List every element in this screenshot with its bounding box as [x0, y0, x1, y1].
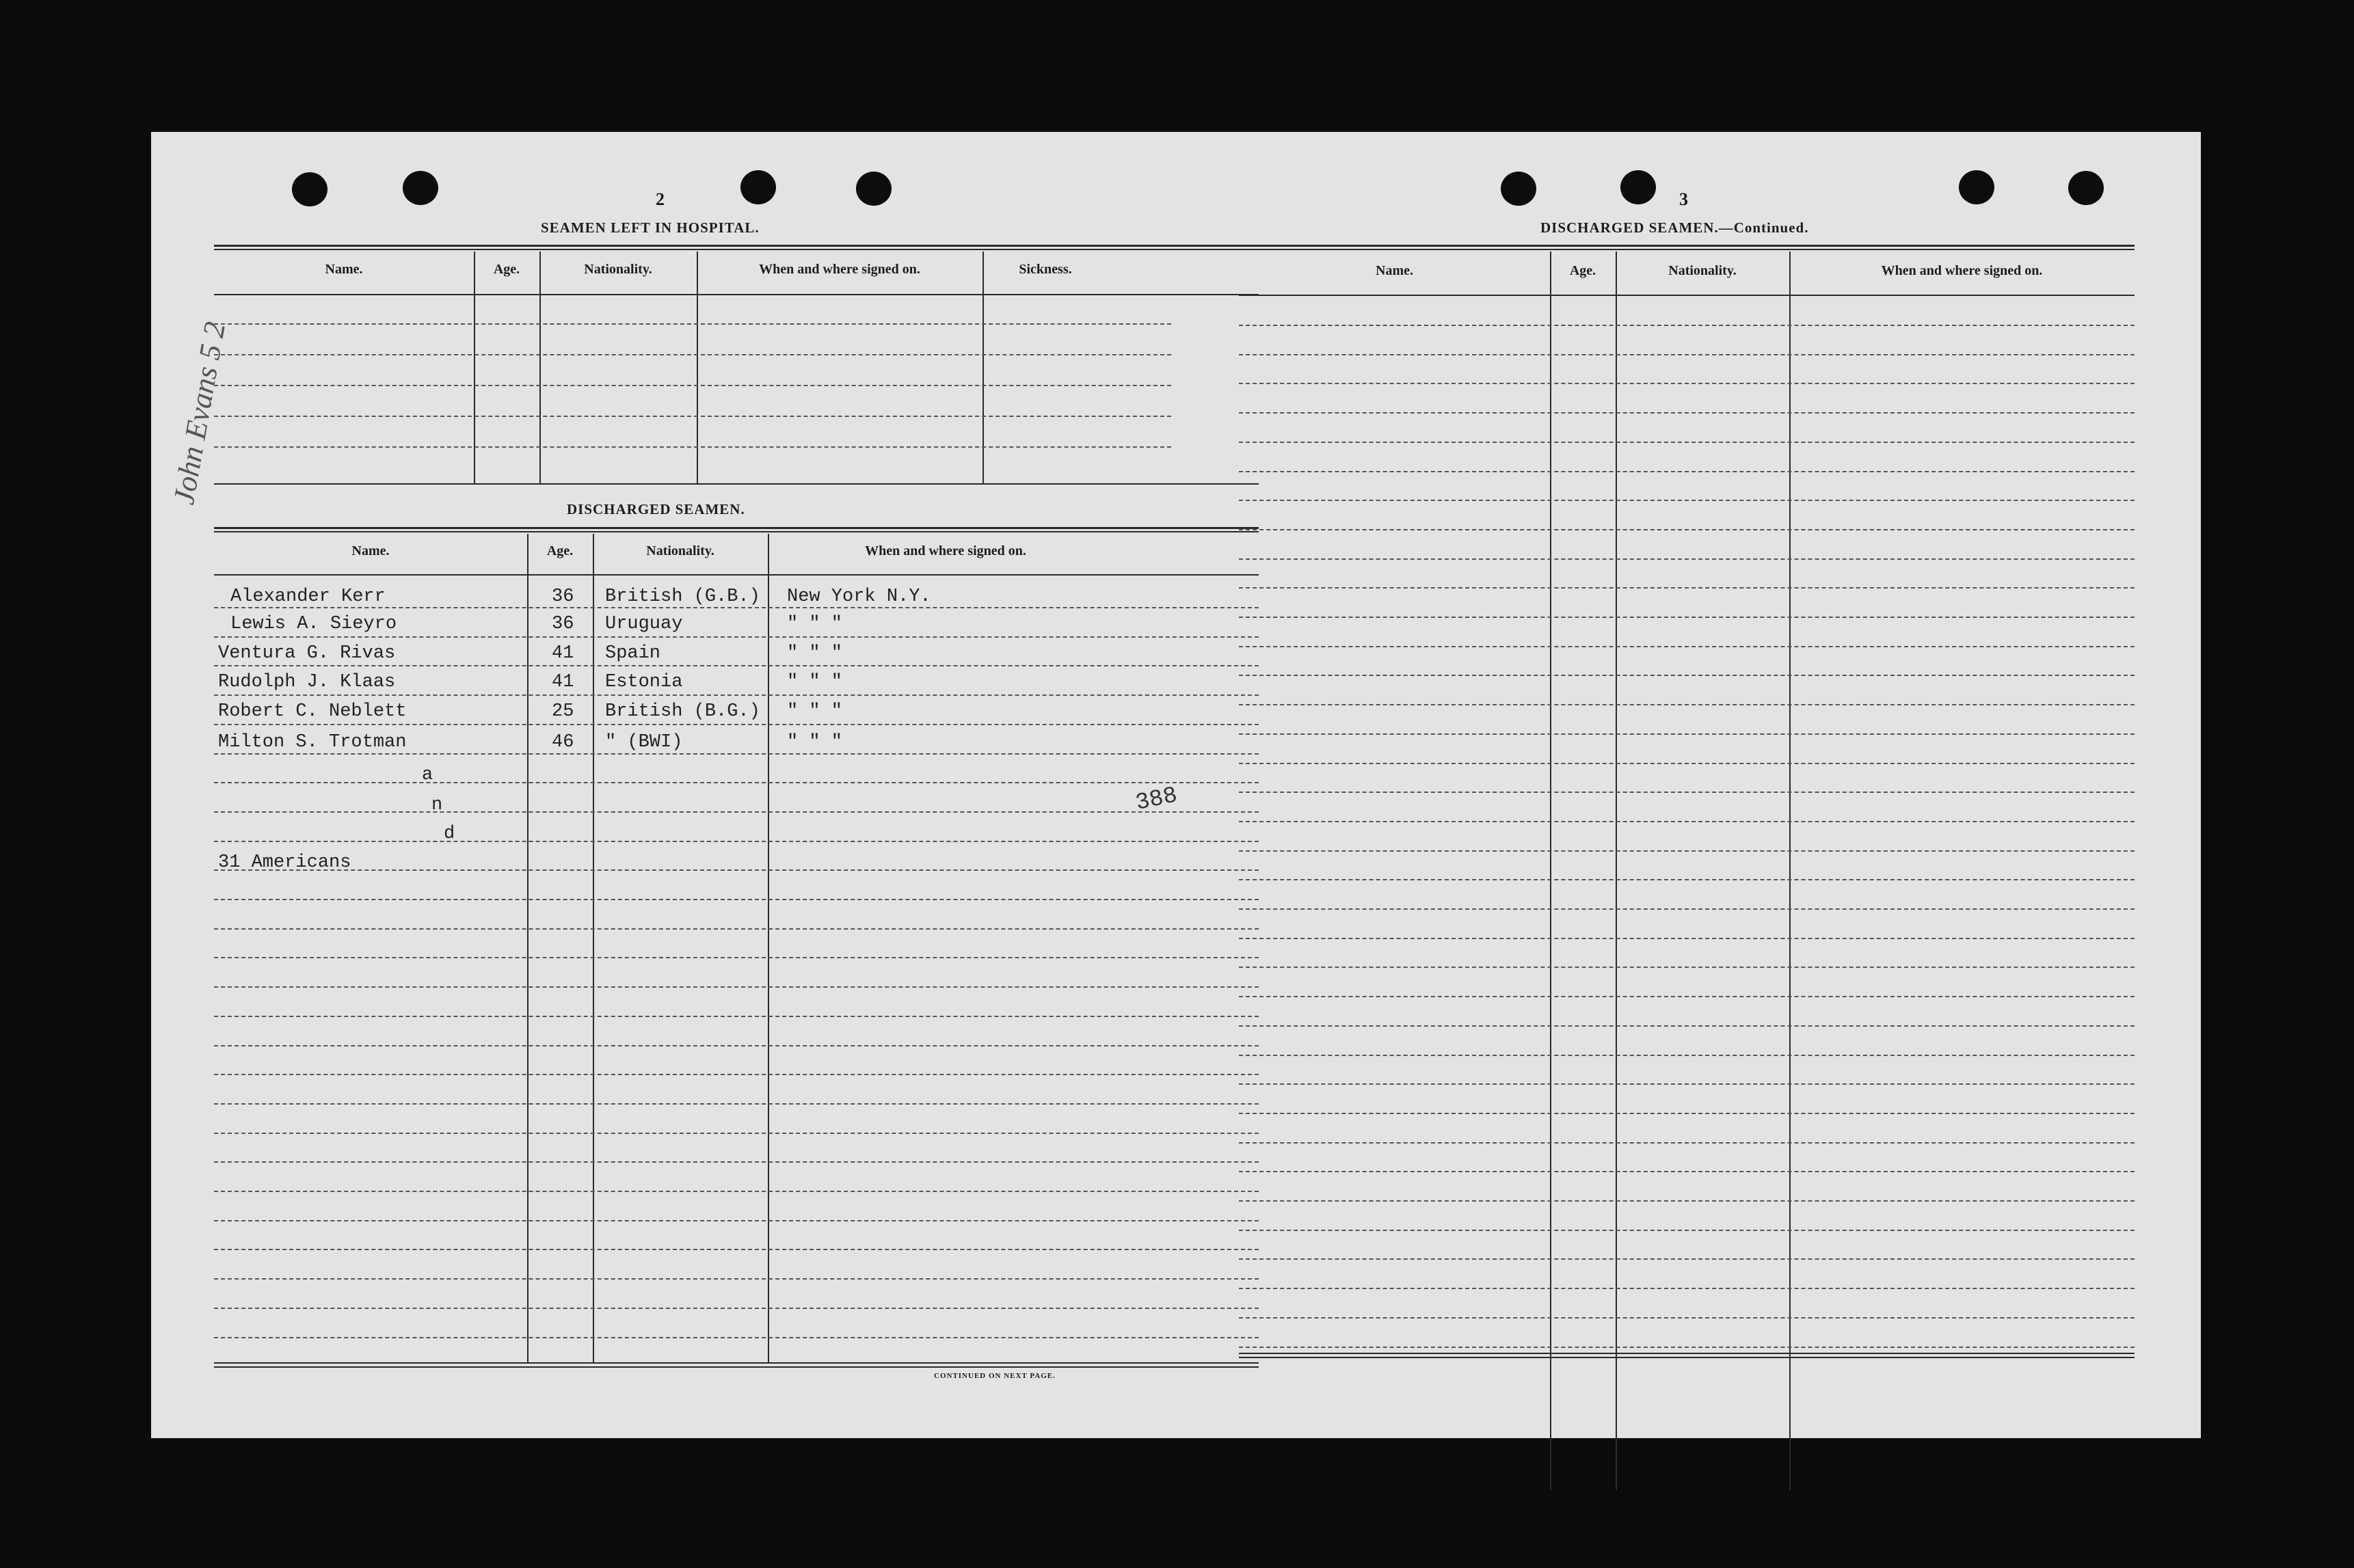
seaman-signed-on: " " " [787, 701, 843, 722]
row-line [1239, 908, 2135, 910]
row-line [1239, 704, 2135, 705]
seaman-age: 36 [552, 586, 574, 607]
table-top-rule [1239, 245, 2135, 247]
row-line [214, 782, 1259, 783]
seaman-age: 41 [552, 672, 574, 692]
row-line [1239, 733, 2135, 735]
row-line [1239, 354, 2135, 355]
row-line [1239, 646, 2135, 647]
column-divider [1789, 252, 1791, 1490]
seaman-age: 41 [552, 643, 574, 664]
row-line [1239, 1171, 2135, 1172]
row-line [214, 1191, 1259, 1192]
row-line [1239, 821, 2135, 822]
row-line [1239, 1113, 2135, 1114]
row-line [214, 1016, 1259, 1017]
seaman-name: Ventura G. Rivas [218, 643, 396, 664]
row-line [1239, 967, 2135, 968]
right-col-nationality: Nationality. [1668, 263, 1737, 278]
seaman-nationality: " (BWI) [605, 732, 683, 753]
table-top-rule [1239, 249, 2135, 250]
left-page-number: 2 [656, 189, 665, 209]
row-line [1239, 850, 2135, 852]
row-line [214, 724, 1259, 725]
row-line [214, 1308, 1259, 1309]
page-stamp: 388 [1133, 783, 1180, 817]
column-divider [539, 252, 541, 484]
row-line [214, 665, 1259, 666]
row-line [214, 1161, 1259, 1163]
table-bottom-rule [214, 1366, 1259, 1368]
table-bottom-rule [214, 1362, 1259, 1364]
row-line [1239, 763, 2135, 764]
row-line [1239, 587, 2135, 589]
table-bottom-rule [1239, 1353, 2135, 1354]
row-line [1239, 383, 2135, 384]
row-line [1239, 1083, 2135, 1085]
hospital-col-name: Name. [325, 262, 363, 277]
row-line [1239, 1142, 2135, 1144]
row-line [214, 1220, 1259, 1221]
row-line [1239, 1347, 2135, 1348]
extra-line: 31 Americans [218, 852, 351, 873]
column-divider [474, 252, 475, 484]
section-rule [214, 483, 1259, 485]
hospital-col-nationality: Nationality. [584, 262, 652, 277]
row-line [214, 957, 1259, 958]
seaman-name: Robert C. Neblett [218, 701, 407, 722]
row-line [1239, 675, 2135, 676]
row-line [1239, 1288, 2135, 1289]
row-line [214, 811, 1259, 813]
extra-line: n [431, 795, 443, 815]
row-line [1239, 617, 2135, 618]
discharged-col-age: Age. [546, 543, 574, 558]
seaman-nationality: Spain [605, 643, 661, 664]
document-sheet [151, 132, 2201, 1438]
row-line [214, 869, 1259, 871]
right-page-number: 3 [1679, 189, 1688, 209]
header-rule [1239, 295, 2135, 296]
seaman-nationality: British (G.B.) [605, 586, 760, 607]
punch-hole [1959, 170, 1994, 204]
row-line [1239, 1317, 2135, 1319]
seaman-signed-on: " " " [787, 732, 843, 753]
seaman-age: 46 [552, 732, 574, 753]
row-line [214, 1074, 1259, 1075]
discharged-col-name: Name. [351, 543, 390, 558]
punch-hole [292, 172, 327, 206]
seaman-signed-on: " " " [787, 672, 843, 692]
row-line [214, 1045, 1259, 1046]
right-col-name: Name. [1376, 263, 1413, 278]
discharged-col-nationality: Nationality. [646, 543, 714, 558]
row-line [1239, 996, 2135, 997]
row-line [214, 986, 1259, 988]
table-bottom-rule [1239, 1357, 2135, 1358]
row-line [1239, 1055, 2135, 1056]
hospital-col-sickness: Sickness. [1019, 262, 1072, 277]
table-top-rule [214, 249, 1259, 250]
row-line [214, 385, 1171, 386]
punch-hole [1620, 170, 1656, 204]
column-divider [768, 534, 769, 1364]
row-line [1239, 471, 2135, 472]
seaman-signed-on: New York N.Y. [787, 586, 931, 607]
row-line [214, 694, 1259, 696]
seaman-nationality: Uruguay [605, 614, 683, 634]
header-rule [214, 574, 1259, 576]
row-line [214, 841, 1259, 842]
column-divider [982, 252, 984, 484]
table-top-rule [214, 245, 1259, 247]
row-line [1239, 529, 2135, 530]
row-line [214, 607, 1259, 608]
row-line [1239, 1025, 2135, 1027]
punch-hole [856, 172, 892, 206]
row-line [214, 446, 1171, 448]
seaman-name: Lewis A. Sieyro [230, 614, 397, 634]
row-line [1239, 1200, 2135, 1202]
row-line [214, 323, 1171, 325]
hospital-col-signed-on: When and where signed on. [759, 262, 920, 277]
row-line [214, 354, 1171, 355]
right-section-title: DISCHARGED SEAMEN.—Continued. [1540, 219, 1809, 236]
row-line [1239, 1258, 2135, 1260]
right-col-age: Age. [1569, 263, 1596, 278]
continued-note: CONTINUED ON NEXT PAGE. [934, 1372, 1056, 1380]
row-line [214, 899, 1259, 900]
extra-line: a [422, 765, 433, 785]
punch-hole [403, 171, 438, 205]
seaman-signed-on: " " " [787, 614, 843, 634]
discharged-col-signed-on: When and where signed on. [865, 543, 1026, 558]
column-divider [527, 534, 529, 1364]
hospital-section-title: SEAMEN LEFT IN HOSPITAL. [541, 219, 760, 236]
column-divider [593, 534, 594, 1364]
header-rule [214, 294, 1259, 295]
row-line [214, 636, 1259, 638]
punch-hole [740, 170, 776, 204]
row-line [1239, 412, 2135, 414]
row-line [1239, 1230, 2135, 1231]
hospital-col-age: Age. [493, 262, 520, 277]
section-rule [214, 531, 1259, 532]
row-line [1239, 558, 2135, 560]
row-line [214, 1278, 1259, 1280]
seaman-name: Alexander Kerr [230, 586, 386, 607]
row-line [214, 1133, 1259, 1134]
discharged-section-title: DISCHARGED SEAMEN. [567, 501, 745, 517]
row-line [1239, 938, 2135, 939]
margin-handwriting: John Evans 5 2 [166, 319, 232, 507]
row-line [214, 1249, 1259, 1250]
row-line [1239, 442, 2135, 443]
row-line [1239, 325, 2135, 326]
row-line [1239, 500, 2135, 501]
column-divider [1616, 252, 1617, 1490]
seaman-nationality: Estonia [605, 672, 683, 692]
column-divider [697, 252, 698, 484]
row-line [1239, 792, 2135, 793]
seaman-nationality: British (B.G.) [605, 701, 760, 722]
row-line [1239, 879, 2135, 880]
right-col-signed-on: When and where signed on. [1881, 263, 2043, 278]
row-line [214, 928, 1259, 930]
seaman-age: 25 [552, 701, 574, 722]
seaman-name: Milton S. Trotman [218, 732, 407, 753]
column-divider [1550, 252, 1551, 1490]
row-line [214, 753, 1259, 755]
seaman-signed-on: " " " [787, 643, 843, 664]
section-rule [214, 527, 1259, 529]
row-line [214, 1103, 1259, 1105]
seaman-name: Rudolph J. Klaas [218, 672, 396, 692]
extra-line: d [444, 824, 455, 844]
row-line [214, 416, 1171, 417]
punch-hole [2068, 171, 2104, 205]
row-line [214, 1337, 1259, 1338]
punch-hole [1501, 172, 1536, 206]
seaman-age: 36 [552, 614, 574, 634]
